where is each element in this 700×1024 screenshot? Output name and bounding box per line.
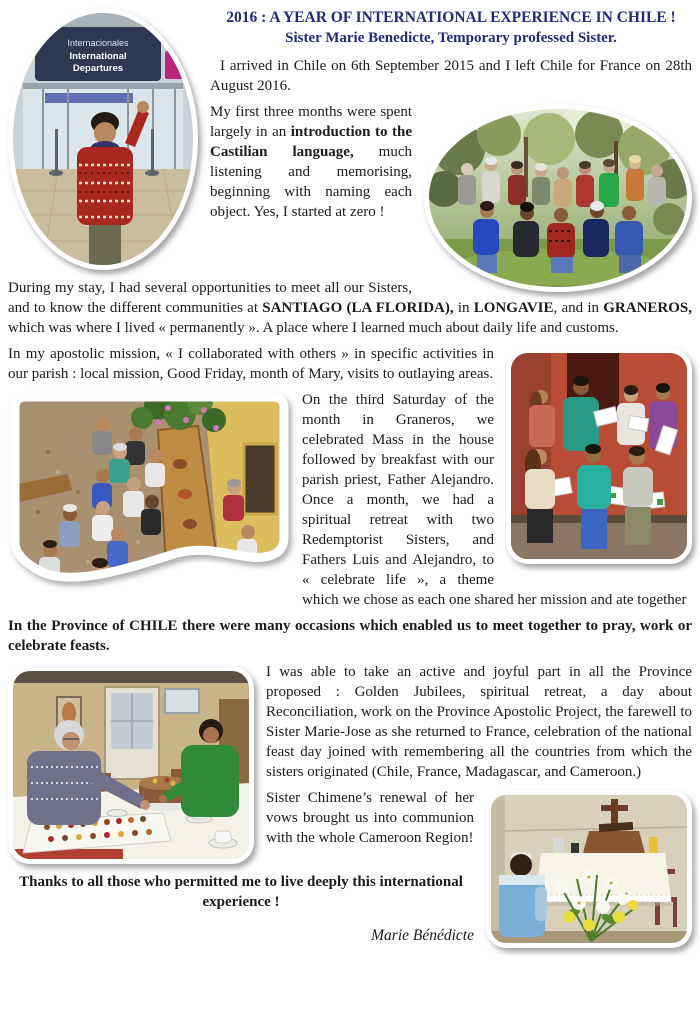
departures-sign-line2: International bbox=[69, 51, 127, 62]
certificates-group-photo bbox=[506, 348, 692, 564]
paragraph-thanks: Thanks to all those who permitted me to live deeply this international experience ! bbox=[19, 874, 463, 910]
paragraph-province-bold: In the Province of CHILE there were many occasions which enabled us to meet together to pray, work or celebrate feasts. bbox=[8, 618, 692, 654]
paragraph-chimene: Sister Chimene’s renewal of her vows brought us into communion with the whole Cameroon Region! bbox=[266, 790, 474, 846]
front-row bbox=[525, 444, 653, 549]
paragraph-during-stay: During my stay, I had several opportunities to meet all our Sisters, and to know the different communities at SANTIAGO (LA FLORIDA), in LONGAVIE, and in GRANEROS, which was where I lived « permanently ». A place where I learned much about daily life and customs. bbox=[8, 280, 693, 336]
airport-departures-photo bbox=[8, 8, 198, 270]
cake-celebration-photo bbox=[8, 666, 254, 864]
paragraph-apostolic-mission: In my apostolic mission, « I collaborated with others » in specific activities in our parish : local mission, Good Friday, month of Mary, visits to outlaying areas. bbox=[8, 346, 494, 382]
paragraph-third-saturday: On the third Saturday of the month in Graneros, we celebrated Mass in the house followed by breakfast with our parish priest, Father Alejandro. Once a month, we had a spiritual retreat with two Redemptorist Sisters, and Fathers Luis and Alejandro, to « celebrate life », a theme which we chose as each one shared her mission and ate together bbox=[302, 392, 687, 608]
chapel-altar-photo bbox=[486, 790, 692, 948]
departures-sign-line1: Internacionales bbox=[67, 38, 129, 48]
signature: Marie Bénédicte bbox=[371, 927, 474, 944]
page-subtitle: Sister Marie Benedicte, Temporary professed Sister. bbox=[285, 30, 617, 46]
courtyard-meal-photo bbox=[8, 392, 290, 602]
paragraph-intro: I arrived in Chile on 6th September 2015 and I left Chile for France on 28th August 2016. bbox=[210, 58, 692, 94]
paragraph-province-activities: I was able to take an active and joyful part in all the Province proposed : Golden Jubilees, spiritual retreat, a day about Reconciliation, work on the Province Apostolic Project, the farewell to Sister Marie-Jose as she returned to France, celebration of the national feast day joined with remembering all the countries from which the sisters originated (Chile, France, Madagascar, and Cameroon.) bbox=[266, 664, 692, 780]
garden-group-photo bbox=[424, 104, 692, 292]
paragraph-three-months: My first three months were spent largely in an introduction to the Castilian language, much listening and memorising, beginning with naming each object. Yes, I started at zero ! bbox=[210, 104, 413, 220]
departures-sign-line3: Departures bbox=[72, 63, 124, 74]
page-title: 2016 : A YEAR OF INTERNATIONAL EXPERIENCE IN CHILE ! bbox=[226, 9, 676, 26]
